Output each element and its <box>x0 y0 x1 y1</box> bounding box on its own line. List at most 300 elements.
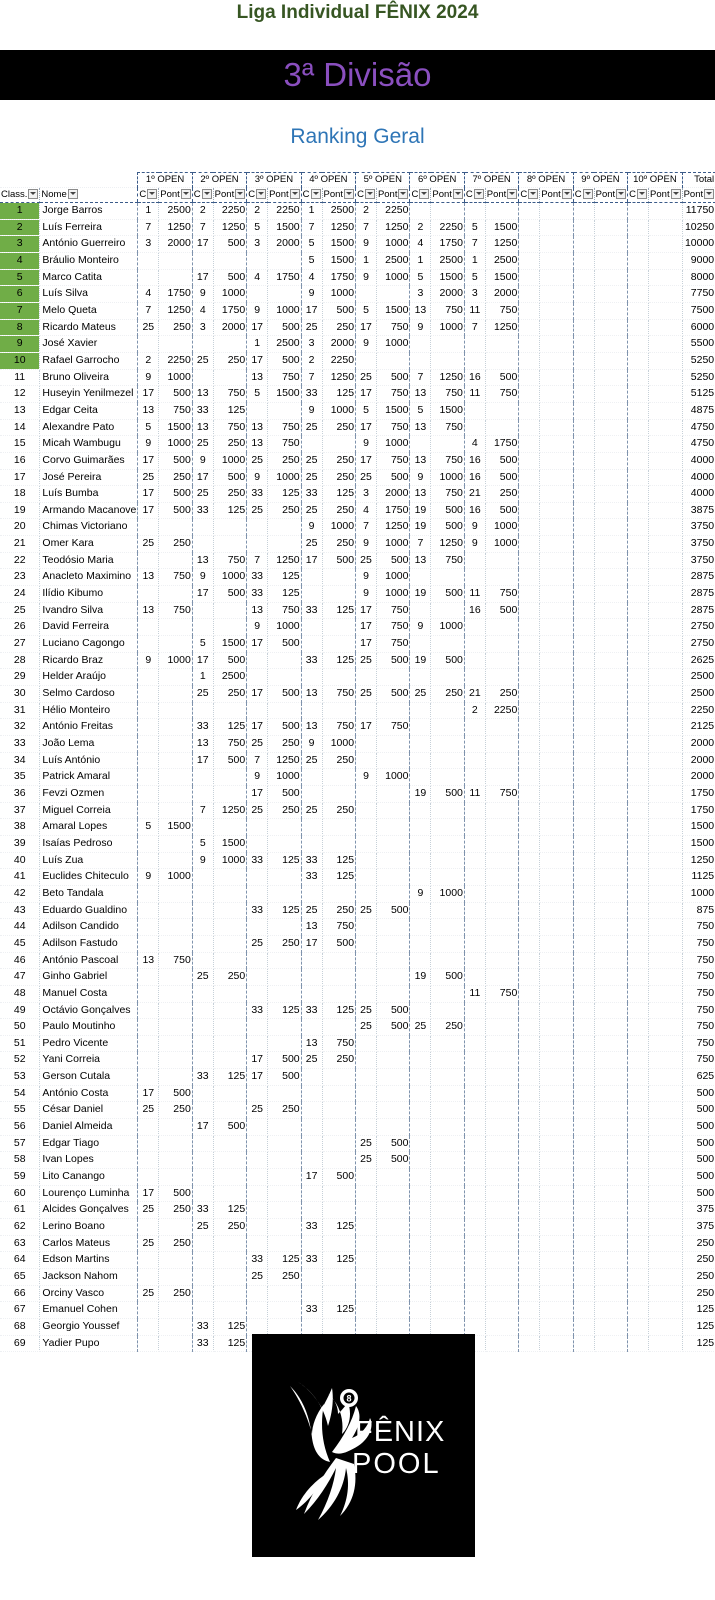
filter-dropdown-icon[interactable] <box>671 189 681 199</box>
points-cell <box>594 985 628 1002</box>
points-cell <box>268 1302 302 1319</box>
points-cell <box>649 1002 683 1019</box>
table-row <box>0 1185 715 1202</box>
points-cell <box>431 835 465 852</box>
place-cell: 25 <box>301 502 322 519</box>
points-cell <box>159 835 193 852</box>
points-cell: 500 <box>213 269 247 286</box>
filter-dropdown-icon[interactable] <box>235 189 245 199</box>
rank-cell: 33 <box>0 736 40 753</box>
place-cell <box>192 902 213 919</box>
place-cell: 33 <box>247 1002 268 1019</box>
place-cell <box>410 819 431 836</box>
place-cell <box>356 802 377 819</box>
points-cell: 500 <box>431 502 465 519</box>
place-cell <box>410 569 431 586</box>
points-cell <box>376 802 410 819</box>
place-cell <box>301 1119 322 1136</box>
points-cell <box>540 802 574 819</box>
points-cell <box>649 869 683 886</box>
points-cell <box>485 919 519 936</box>
place-column-header[interactable] <box>138 188 159 203</box>
place-cell <box>138 852 159 869</box>
place-cell <box>628 935 649 952</box>
place-cell: 33 <box>301 869 322 886</box>
points-cell <box>268 819 302 836</box>
place-cell <box>138 1069 159 1086</box>
player-name-cell: Adilson Candido <box>40 919 138 936</box>
points-cell: 250 <box>322 319 356 336</box>
place-cell: 13 <box>138 602 159 619</box>
place-column-header[interactable] <box>192 188 213 203</box>
place-cell <box>464 1219 485 1236</box>
place-cell: 25 <box>247 452 268 469</box>
place-cell: 17 <box>247 719 268 736</box>
filter-dropdown-icon[interactable] <box>181 189 191 199</box>
place-cell: 25 <box>301 452 322 469</box>
place-cell: 25 <box>192 686 213 703</box>
place-cell <box>410 1052 431 1069</box>
place-cell <box>573 1019 594 1036</box>
points-cell <box>649 252 683 269</box>
total-column-header[interactable] <box>682 188 715 203</box>
place-cell <box>519 419 540 436</box>
player-name-cell: Omer Kara <box>40 536 138 553</box>
table-row <box>0 752 715 769</box>
points-cell <box>485 752 519 769</box>
points-cell: 500 <box>431 586 465 603</box>
points-cell <box>594 452 628 469</box>
points-column-header[interactable] <box>540 188 574 203</box>
points-cell <box>485 1335 519 1352</box>
player-name-cell: Bráulio Monteiro <box>40 252 138 269</box>
place-cell: 25 <box>192 486 213 503</box>
points-cell: 125 <box>268 852 302 869</box>
place-cell <box>519 569 540 586</box>
place-column-header[interactable] <box>356 188 377 203</box>
points-cell <box>649 636 683 653</box>
points-cell <box>594 1185 628 1202</box>
points-cell: 125 <box>322 1219 356 1236</box>
total-points-cell: 500 <box>682 1185 715 1202</box>
points-cell: 500 <box>376 552 410 569</box>
points-cell <box>540 203 574 220</box>
points-cell <box>649 1302 683 1319</box>
points-cell <box>268 1119 302 1136</box>
place-cell <box>410 1035 431 1052</box>
points-column-header-label: Pont <box>214 189 235 200</box>
points-cell <box>540 769 574 786</box>
points-cell <box>376 1102 410 1119</box>
filter-dropdown-icon[interactable] <box>583 189 593 199</box>
place-column-header[interactable] <box>301 188 322 203</box>
table-row <box>0 436 715 453</box>
place-cell: 33 <box>192 1318 213 1335</box>
points-cell <box>540 885 574 902</box>
points-column-header[interactable] <box>485 188 519 203</box>
rank-cell: 54 <box>0 1085 40 1102</box>
table-row <box>0 802 715 819</box>
points-cell: 1250 <box>322 219 356 236</box>
place-cell <box>301 969 322 986</box>
points-cell <box>485 402 519 419</box>
place-cell <box>573 203 594 220</box>
points-cell <box>376 935 410 952</box>
place-cell <box>519 336 540 353</box>
points-cell: 250 <box>322 536 356 553</box>
points-cell <box>159 736 193 753</box>
points-cell <box>431 919 465 936</box>
points-cell: 500 <box>376 1019 410 1036</box>
place-cell: 7 <box>356 219 377 236</box>
total-points-cell: 3750 <box>682 536 715 553</box>
points-column-header[interactable] <box>649 188 683 203</box>
points-cell: 125 <box>213 1202 247 1219</box>
place-cell: 17 <box>356 636 377 653</box>
filter-dropdown-icon[interactable] <box>290 189 300 199</box>
place-cell <box>301 702 322 719</box>
total-points-cell: 750 <box>682 985 715 1002</box>
points-cell <box>540 1235 574 1252</box>
place-cell <box>519 1102 540 1119</box>
points-cell <box>431 1002 465 1019</box>
event-header: 2º OPEN <box>192 173 246 188</box>
filter-dropdown-icon[interactable] <box>616 189 626 199</box>
rank-cell: 53 <box>0 1069 40 1086</box>
place-cell: 5 <box>301 252 322 269</box>
points-cell <box>431 1035 465 1052</box>
filter-dropdown-icon[interactable] <box>637 189 647 199</box>
place-cell <box>301 885 322 902</box>
table-row <box>0 902 715 919</box>
place-cell: 17 <box>138 502 159 519</box>
points-column-header[interactable] <box>376 188 410 203</box>
table-row <box>0 1252 715 1269</box>
rank-cell: 39 <box>0 835 40 852</box>
points-cell: 1000 <box>322 286 356 303</box>
place-cell <box>464 1085 485 1102</box>
filter-dropdown-icon[interactable] <box>704 189 714 199</box>
points-column-header[interactable] <box>594 188 628 203</box>
points-cell <box>485 569 519 586</box>
place-cell <box>247 869 268 886</box>
points-cell <box>485 1169 519 1186</box>
place-cell: 25 <box>356 902 377 919</box>
points-cell <box>649 1069 683 1086</box>
place-cell <box>410 1085 431 1102</box>
points-cell <box>649 502 683 519</box>
place-cell: 17 <box>356 619 377 636</box>
points-cell <box>649 452 683 469</box>
player-name-cell: Lito Canango <box>40 1169 138 1186</box>
points-cell <box>540 819 574 836</box>
filter-dropdown-icon[interactable] <box>474 189 484 199</box>
filter-dropdown-icon[interactable] <box>344 189 354 199</box>
filter-dropdown-icon[interactable] <box>28 189 38 199</box>
table-row <box>0 736 715 753</box>
points-cell <box>268 1285 302 1302</box>
place-cell <box>519 985 540 1002</box>
place-cell <box>573 452 594 469</box>
points-cell <box>594 869 628 886</box>
points-cell <box>159 702 193 719</box>
place-cell <box>573 386 594 403</box>
place-cell <box>573 1235 594 1252</box>
place-cell: 7 <box>138 302 159 319</box>
filter-dropdown-icon[interactable] <box>528 189 538 199</box>
points-cell <box>649 785 683 802</box>
place-cell: 25 <box>301 319 322 336</box>
place-cell <box>573 802 594 819</box>
points-cell <box>431 1269 465 1286</box>
place-cell: 33 <box>192 1202 213 1219</box>
points-cell <box>431 752 465 769</box>
place-cell <box>628 602 649 619</box>
points-cell: 250 <box>268 1102 302 1119</box>
place-cell <box>519 402 540 419</box>
place-cell: 7 <box>464 236 485 253</box>
place-cell: 9 <box>138 652 159 669</box>
place-cell: 33 <box>247 569 268 586</box>
points-cell <box>540 1052 574 1069</box>
place-cell: 33 <box>301 1219 322 1236</box>
points-cell <box>159 1119 193 1136</box>
place-cell: 25 <box>247 935 268 952</box>
points-cell <box>431 902 465 919</box>
points-column-header[interactable] <box>322 188 356 203</box>
points-cell: 2000 <box>485 286 519 303</box>
points-cell <box>485 885 519 902</box>
place-cell <box>247 252 268 269</box>
points-cell <box>431 935 465 952</box>
player-name-cell: Patrick Amaral <box>40 769 138 786</box>
division-title: 3ª Divisão <box>283 56 432 93</box>
points-cell <box>213 1185 247 1202</box>
points-column-header-label: Pont <box>323 189 344 200</box>
points-column-header[interactable] <box>431 188 465 203</box>
place-cell: 9 <box>192 852 213 869</box>
filter-dropdown-icon[interactable] <box>453 189 463 199</box>
points-cell: 750 <box>376 419 410 436</box>
place-cell: 17 <box>356 319 377 336</box>
total-points-cell: 2000 <box>682 752 715 769</box>
place-cell <box>519 469 540 486</box>
points-cell: 1250 <box>485 236 519 253</box>
place-column-header[interactable] <box>247 188 268 203</box>
total-points-cell: 2875 <box>682 569 715 586</box>
player-name-cell: José Xavier <box>40 336 138 353</box>
rank-cell: 47 <box>0 969 40 986</box>
place-cell: 2 <box>410 219 431 236</box>
points-cell <box>594 269 628 286</box>
place-cell <box>573 1318 594 1335</box>
points-cell <box>540 1069 574 1086</box>
place-cell <box>464 1302 485 1319</box>
points-cell <box>213 1002 247 1019</box>
filter-dropdown-icon[interactable] <box>311 189 321 199</box>
total-points-cell: 750 <box>682 969 715 986</box>
place-cell: 21 <box>464 486 485 503</box>
table-row <box>0 402 715 419</box>
place-cell <box>301 1135 322 1152</box>
event-header: 1º OPEN <box>138 173 192 188</box>
points-cell: 500 <box>213 236 247 253</box>
total-points-cell: 2875 <box>682 586 715 603</box>
place-cell: 9 <box>410 885 431 902</box>
points-cell <box>376 985 410 1002</box>
place-column-header[interactable] <box>628 188 649 203</box>
place-cell: 33 <box>247 1252 268 1269</box>
place-cell <box>138 736 159 753</box>
place-cell <box>519 1252 540 1269</box>
class-column-header[interactable] <box>0 188 40 203</box>
name-column-header[interactable] <box>40 188 138 203</box>
points-cell <box>376 702 410 719</box>
event-header: 7º OPEN <box>464 173 518 188</box>
place-cell: 1 <box>247 336 268 353</box>
points-cell: 250 <box>268 935 302 952</box>
points-cell <box>649 1052 683 1069</box>
points-cell: 250 <box>268 802 302 819</box>
points-cell: 750 <box>485 386 519 403</box>
place-cell <box>573 1052 594 1069</box>
points-cell <box>540 835 574 852</box>
place-column-header[interactable] <box>519 188 540 203</box>
points-cell: 1250 <box>213 219 247 236</box>
place-cell: 2 <box>301 352 322 369</box>
table-row <box>0 969 715 986</box>
points-cell <box>540 1302 574 1319</box>
place-cell: 9 <box>138 869 159 886</box>
player-name-cell: Luís Ferreira <box>40 219 138 236</box>
rank-cell: 23 <box>0 569 40 586</box>
place-cell <box>192 1152 213 1169</box>
points-cell <box>159 985 193 1002</box>
filter-dropdown-icon[interactable] <box>562 189 572 199</box>
place-cell: 25 <box>410 686 431 703</box>
division-banner <box>0 50 715 100</box>
points-cell <box>594 835 628 852</box>
place-cell <box>192 869 213 886</box>
points-column-header[interactable] <box>159 188 193 203</box>
total-points-cell: 3750 <box>682 552 715 569</box>
place-cell: 7 <box>301 219 322 236</box>
table-row <box>0 686 715 703</box>
points-cell <box>213 1302 247 1319</box>
table-row <box>0 935 715 952</box>
points-cell <box>649 1219 683 1236</box>
place-cell <box>519 636 540 653</box>
place-cell <box>138 1335 159 1352</box>
points-cell: 250 <box>322 902 356 919</box>
points-cell <box>594 785 628 802</box>
player-name-cell: Helder Araújo <box>40 669 138 686</box>
points-cell <box>594 286 628 303</box>
table-row <box>0 569 715 586</box>
player-name-cell: Fevzi Ozmen <box>40 785 138 802</box>
rank-cell: 17 <box>0 469 40 486</box>
place-cell: 16 <box>464 369 485 386</box>
place-cell <box>573 652 594 669</box>
filter-dropdown-icon[interactable] <box>419 189 429 199</box>
points-cell <box>159 619 193 636</box>
place-cell <box>356 919 377 936</box>
points-cell <box>485 1285 519 1302</box>
points-cell <box>268 835 302 852</box>
place-cell <box>464 336 485 353</box>
player-name-cell: Ricardo Mateus <box>40 319 138 336</box>
place-cell <box>519 203 540 220</box>
points-column-header[interactable] <box>213 188 247 203</box>
points-cell: 2500 <box>485 252 519 269</box>
points-cell: 1500 <box>268 386 302 403</box>
place-cell <box>628 1269 649 1286</box>
name-column-header-label: Nome <box>41 189 67 200</box>
place-cell <box>138 969 159 986</box>
place-cell <box>628 1069 649 1086</box>
table-row <box>0 219 715 236</box>
place-cell: 4 <box>247 269 268 286</box>
filter-dropdown-icon[interactable] <box>68 189 78 199</box>
filter-dropdown-icon[interactable] <box>202 189 212 199</box>
points-cell <box>322 1102 356 1119</box>
place-cell <box>628 1302 649 1319</box>
place-cell: 9 <box>356 536 377 553</box>
place-cell <box>356 1185 377 1202</box>
rank-cell: 34 <box>0 752 40 769</box>
filter-dropdown-icon[interactable] <box>398 189 408 199</box>
points-cell: 750 <box>159 602 193 619</box>
table-row <box>0 336 715 353</box>
rank-cell: 11 <box>0 369 40 386</box>
points-cell <box>159 919 193 936</box>
points-cell: 1250 <box>159 302 193 319</box>
points-cell <box>540 652 574 669</box>
points-cell <box>649 1185 683 1202</box>
points-cell: 750 <box>431 302 465 319</box>
points-cell <box>649 402 683 419</box>
points-cell <box>485 1085 519 1102</box>
place-column-header[interactable] <box>573 188 594 203</box>
place-cell: 5 <box>247 219 268 236</box>
place-cell <box>519 236 540 253</box>
rank-cell: 14 <box>0 419 40 436</box>
points-cell <box>322 636 356 653</box>
points-cell <box>213 536 247 553</box>
points-cell <box>485 852 519 869</box>
place-cell <box>301 952 322 969</box>
filter-dropdown-icon[interactable] <box>365 189 375 199</box>
points-cell <box>322 952 356 969</box>
place-column-header[interactable] <box>410 188 431 203</box>
table-row <box>0 1235 715 1252</box>
filter-dropdown-icon[interactable] <box>147 189 157 199</box>
points-cell: 500 <box>159 502 193 519</box>
total-points-cell: 125 <box>682 1302 715 1319</box>
points-cell: 2500 <box>322 203 356 220</box>
filter-dropdown-icon[interactable] <box>507 189 517 199</box>
place-column-header[interactable] <box>464 188 485 203</box>
phoenix-icon <box>252 1334 475 1557</box>
filter-dropdown-icon[interactable] <box>256 189 266 199</box>
points-cell: 500 <box>213 652 247 669</box>
points-cell <box>485 1035 519 1052</box>
points-column-header[interactable] <box>268 188 302 203</box>
place-cell: 16 <box>464 469 485 486</box>
place-cell <box>410 203 431 220</box>
place-cell: 17 <box>192 752 213 769</box>
place-cell: 13 <box>410 302 431 319</box>
